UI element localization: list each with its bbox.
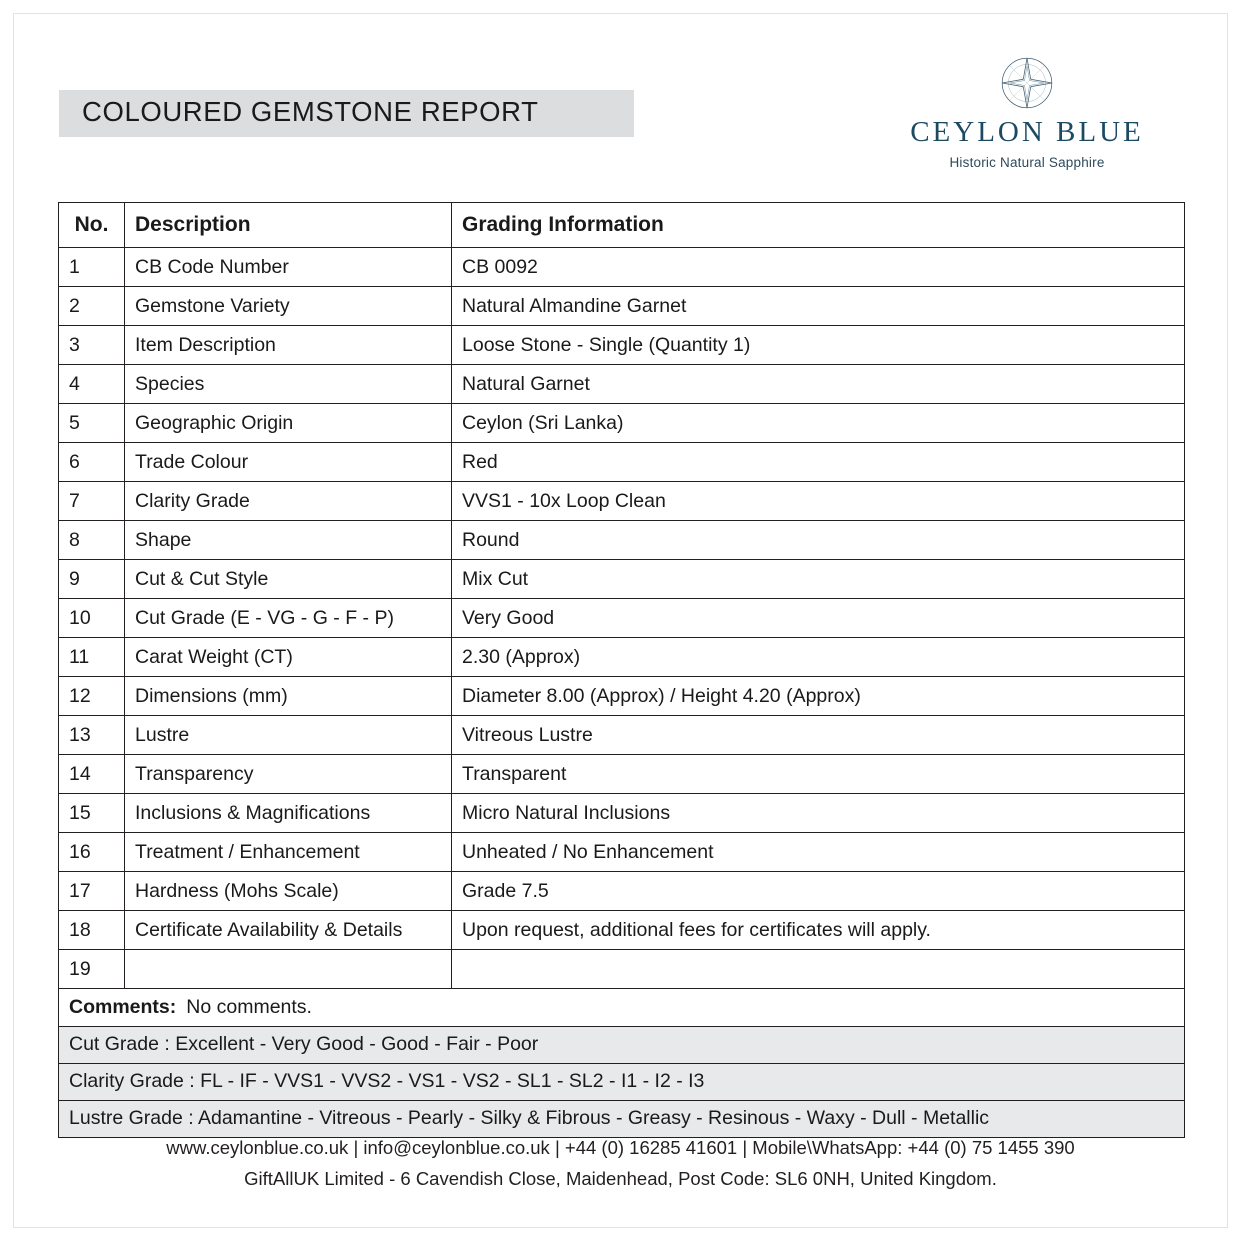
notes-table — [58, 989, 1185, 1138]
table-header-row — [59, 203, 1185, 248]
column-header-no: No. — [59, 203, 125, 248]
cell-no: 4 — [59, 365, 125, 404]
cell-grading: Unheated / No Enhancement — [452, 833, 1185, 872]
comments-value: No comments. — [186, 995, 312, 1018]
cell-grading: Mix Cut — [452, 560, 1185, 599]
table-row — [59, 716, 1185, 755]
cell-description: Clarity Grade — [125, 482, 452, 521]
clarity-grade-row — [59, 1063, 1185, 1100]
document-header — [14, 14, 1227, 189]
cell-no: 13 — [59, 716, 125, 755]
cell-grading: VVS1 - 10x Loop Clean — [452, 482, 1185, 521]
cell-description: Lustre — [125, 716, 452, 755]
cell-description — [125, 950, 452, 989]
cell-description: Trade Colour — [125, 443, 452, 482]
cell-description: Inclusions & Magnifications — [125, 794, 452, 833]
cell-no: 9 — [59, 560, 125, 599]
cell-grading: Red — [452, 443, 1185, 482]
cell-no: 12 — [59, 677, 125, 716]
cell-grading — [452, 950, 1185, 989]
footer-contact-line: www.ceylonblue.co.uk | info@ceylonblue.co.uk | +44 (0) 16285 41601 | Mobile\WhatsApp: +44 (0) 75 1455 390 — [166, 1137, 1075, 1158]
cell-no: 16 — [59, 833, 125, 872]
table-row — [59, 755, 1185, 794]
table-row — [59, 794, 1185, 833]
table-row — [59, 365, 1185, 404]
cell-description: Certificate Availability & Details — [125, 911, 452, 950]
cell-no: 19 — [59, 950, 125, 989]
cell-no: 6 — [59, 443, 125, 482]
table-head — [59, 203, 1185, 248]
table-row — [59, 677, 1185, 716]
cell-grading: Ceylon (Sri Lanka) — [452, 404, 1185, 443]
cell-description: Dimensions (mm) — [125, 677, 452, 716]
footer-address-line: GiftAllUK Limited - 6 Cavendish Close, Maidenhead, Post Code: SL6 0NH, United Kingdom. — [244, 1168, 997, 1189]
table-row — [59, 638, 1185, 677]
cell-description: Cut Grade (E - VG - G - F - P) — [125, 599, 452, 638]
grading-table-wrapper — [58, 202, 1185, 1138]
cell-no: 11 — [59, 638, 125, 677]
cell-description: Cut & Cut Style — [125, 560, 452, 599]
cell-grading: Upon request, additional fees for certificates will apply. — [452, 911, 1185, 950]
comments-row — [59, 989, 1185, 1026]
table-row — [59, 521, 1185, 560]
cell-grading: Micro Natural Inclusions — [452, 794, 1185, 833]
cell-no: 5 — [59, 404, 125, 443]
table-row — [59, 404, 1185, 443]
table-row — [59, 443, 1185, 482]
table-row — [59, 599, 1185, 638]
document-sheet — [14, 14, 1227, 1227]
cell-no: 1 — [59, 248, 125, 287]
table-row — [59, 482, 1185, 521]
cell-grading: Transparent — [452, 755, 1185, 794]
cell-description: Carat Weight (CT) — [125, 638, 452, 677]
cell-no: 8 — [59, 521, 125, 560]
cell-grading: CB 0092 — [452, 248, 1185, 287]
clarity-grade-scale: Clarity Grade : FL - IF - VVS1 - VVS2 - VS1 - VS2 - SL1 - SL2 - I1 - I2 - I3 — [59, 1063, 1185, 1100]
cell-no: 15 — [59, 794, 125, 833]
cell-description: Transparency — [125, 755, 452, 794]
compass-star-icon — [996, 52, 1058, 114]
grading-table — [58, 202, 1185, 989]
page-title: COLOURED GEMSTONE REPORT — [82, 96, 539, 127]
table-row — [59, 833, 1185, 872]
comments-label: Comments: — [69, 995, 177, 1018]
cell-description: CB Code Number — [125, 248, 452, 287]
brand-tagline: Historic Natural Sapphire — [949, 155, 1105, 170]
lustre-grade-scale: Lustre Grade : Adamantine - Vitreous - Pearly - Silky & Fibrous - Greasy - Resinous - Waxy - Dull - Metallic — [59, 1100, 1185, 1137]
cell-no: 2 — [59, 287, 125, 326]
cell-grading: Loose Stone - Single (Quantity 1) — [452, 326, 1185, 365]
table-row — [59, 872, 1185, 911]
column-header-description: Description — [125, 203, 452, 248]
cell-grading: Round — [452, 521, 1185, 560]
cell-no: 18 — [59, 911, 125, 950]
cut-grade-scale: Cut Grade : Excellent - Very Good - Good - Fair - Poor — [59, 1026, 1185, 1063]
cell-grading: 2.30 (Approx) — [452, 638, 1185, 677]
cell-grading: Natural Garnet — [452, 365, 1185, 404]
comments-cell — [59, 989, 1185, 1026]
cell-description: Shape — [125, 521, 452, 560]
cell-no: 10 — [59, 599, 125, 638]
cell-description: Item Description — [125, 326, 452, 365]
cell-description: Hardness (Mohs Scale) — [125, 872, 452, 911]
cell-no: 14 — [59, 755, 125, 794]
cut-grade-row — [59, 1026, 1185, 1063]
document-footer — [14, 1132, 1227, 1194]
cell-description: Gemstone Variety — [125, 287, 452, 326]
table-row — [59, 326, 1185, 365]
column-header-grading: Grading Information — [452, 203, 1185, 248]
brand-logo — [867, 52, 1187, 170]
table-row — [59, 560, 1185, 599]
cell-grading: Very Good — [452, 599, 1185, 638]
cell-grading: Vitreous Lustre — [452, 716, 1185, 755]
cell-description: Species — [125, 365, 452, 404]
table-row — [59, 950, 1185, 989]
cell-description: Geographic Origin — [125, 404, 452, 443]
cell-grading: Grade 7.5 — [452, 872, 1185, 911]
brand-name: CEYLON BLUE — [910, 116, 1144, 148]
table-row — [59, 248, 1185, 287]
cell-grading: Natural Almandine Garnet — [452, 287, 1185, 326]
cell-no: 17 — [59, 872, 125, 911]
cell-no: 7 — [59, 482, 125, 521]
table-row — [59, 287, 1185, 326]
cell-description: Treatment / Enhancement — [125, 833, 452, 872]
table-body — [59, 248, 1185, 989]
cell-grading: Diameter 8.00 (Approx) / Height 4.20 (Approx) — [452, 677, 1185, 716]
table-row — [59, 911, 1185, 950]
cell-no: 3 — [59, 326, 125, 365]
